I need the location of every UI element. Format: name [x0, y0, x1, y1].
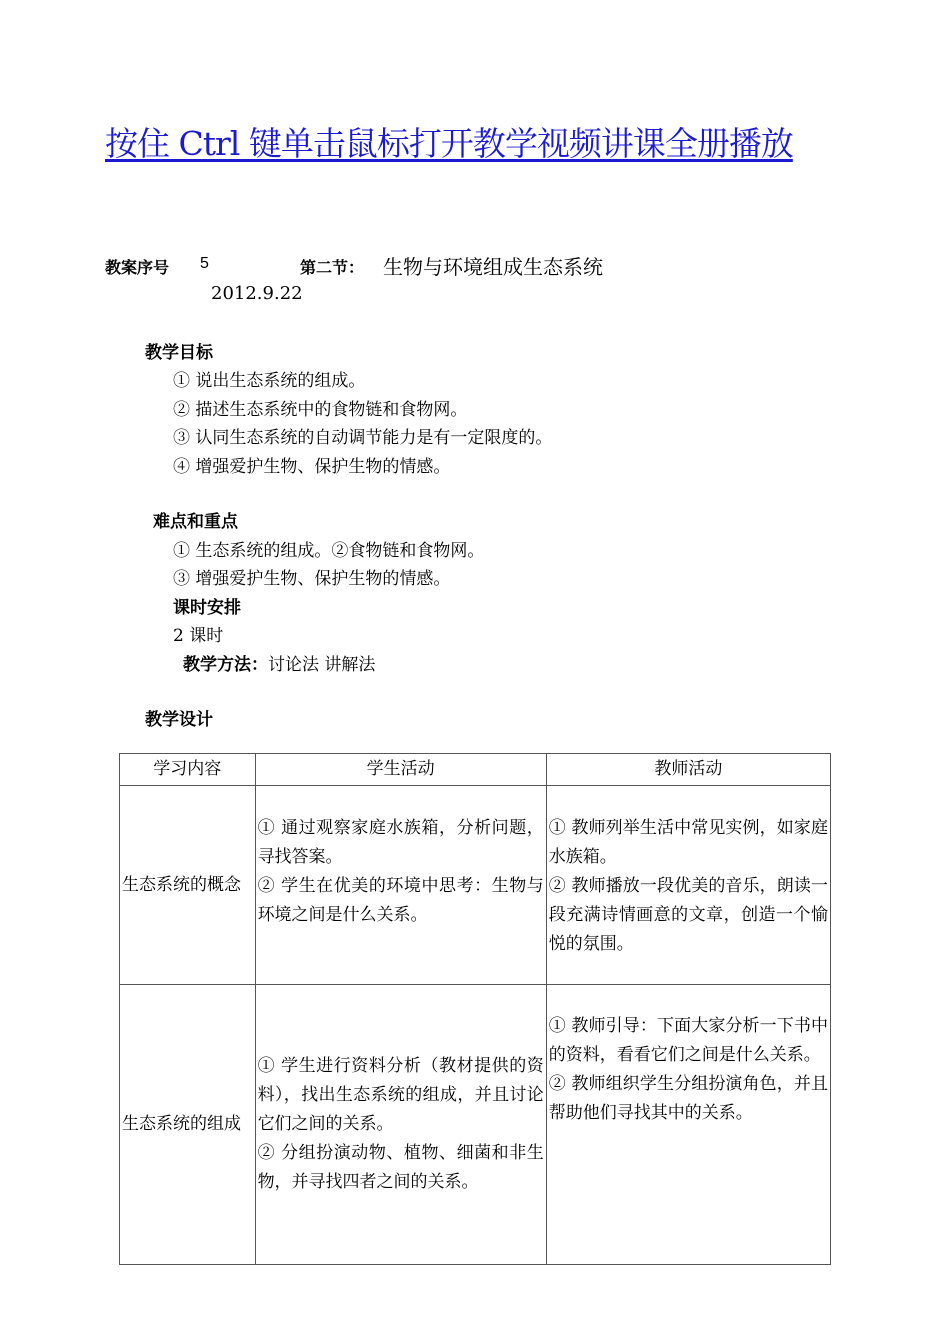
teacher-activity-item: ② 教师组织学生分组扮演角色，并且帮助他们寻找其中的关系。 — [548, 1074, 828, 1123]
column-header: 学习内容 — [120, 754, 256, 786]
student-activity-cell — [255, 985, 546, 1265]
goal-item: ② 描述生态系统中的食物链和食物网。 — [173, 400, 468, 420]
key-point-item: ① 生态系统的组成。②食物链和食物网。 — [173, 541, 485, 561]
key-points-heading: 难点和重点 — [153, 512, 238, 532]
section-label: 第二节： — [300, 258, 365, 277]
lesson-number-label: 教案序号 — [105, 258, 170, 277]
teacher-activity-item: ① 教师列举生活中常见实例，如家庭水族箱。 — [548, 818, 828, 867]
key-point-item: ③ 增强爱护生物、保护生物的情感。 — [173, 569, 451, 589]
design-heading: 教学设计 — [145, 710, 213, 730]
goal-item: ④ 增强爱护生物、保护生物的情感。 — [173, 457, 451, 477]
table-row — [120, 786, 831, 985]
content-cell: 生态系统的组成 — [120, 985, 256, 1265]
schedule-value: 2 课时 — [173, 626, 224, 646]
teacher-activity-cell — [546, 786, 830, 985]
method-value: 讨论法 讲解法 — [268, 655, 376, 675]
table-row — [120, 985, 831, 1265]
student-activity-item: ① 通过观察家庭水族箱，分析问题，寻找答案。 — [257, 818, 544, 867]
student-activity-item: ② 分组扮演动物、植物、细菌和非生物，并寻找四者之间的关系。 — [257, 1143, 544, 1192]
teaching-method — [183, 650, 375, 675]
teacher-activity-cell — [546, 985, 830, 1265]
goal-item: ① 说出生态系统的组成。 — [173, 371, 366, 391]
method-label: 教学方法： — [183, 655, 268, 675]
lesson-date: 2012.9.22 — [211, 283, 303, 304]
design-table — [119, 753, 831, 1265]
student-activity-cell — [255, 786, 546, 985]
content-cell: 生态系统的概念 — [120, 786, 256, 985]
goals-heading: 教学目标 — [145, 343, 213, 363]
video-link[interactable]: 按住 Ctrl 键单击鼠标打开教学视频讲课全册播放 — [105, 124, 793, 163]
column-header: 学生活动 — [255, 754, 546, 786]
teacher-activity-item: ① 教师引导：下面大家分析一下书中的资料，看看它们之间是什么关系。 — [548, 1016, 828, 1065]
goal-item: ③ 认同生态系统的自动调节能力是有一定限度的。 — [173, 428, 553, 448]
lesson-number: 5 — [200, 255, 209, 272]
table-header-row — [120, 754, 831, 786]
schedule-heading: 课时安排 — [173, 598, 241, 618]
student-activity-item: ① 学生进行资料分析（教材提供的资料），找出生态系统的组成，并且讨论它们之间的关系。 — [257, 1056, 544, 1134]
column-header: 教师活动 — [546, 754, 830, 786]
teacher-activity-item: ② 教师播放一段优美的音乐，朗读一段充满诗情画意的文章，创造一个愉悦的氛围。 — [548, 876, 828, 954]
lesson-topic: 生物与环境组成生态系统 — [383, 255, 603, 279]
student-activity-item: ② 学生在优美的环境中思考：生物与环境之间是什么关系。 — [257, 876, 544, 925]
